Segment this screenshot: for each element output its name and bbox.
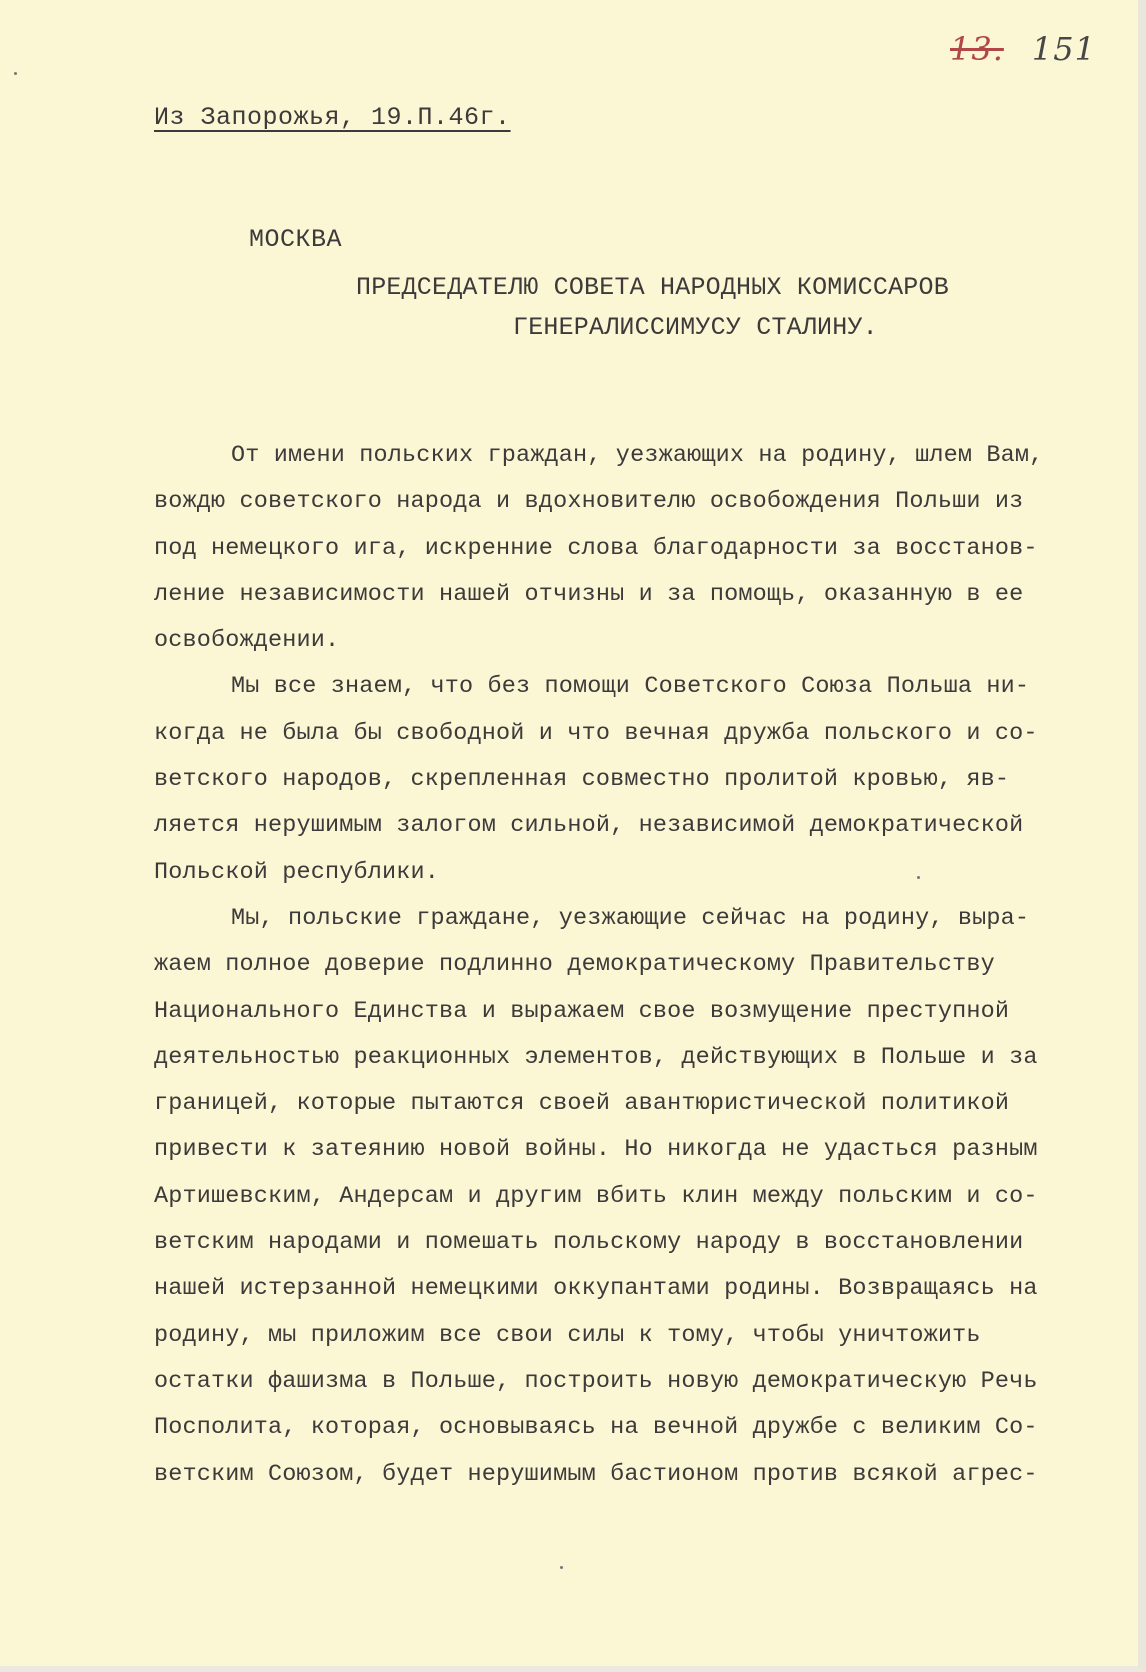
body-line: ветского народов, скрепленная совместно пролитой кровью, яв- (154, 766, 1010, 794)
body-line: когда не была бы свободной и что вечная дружба польского и со- (154, 719, 1038, 747)
addressee-title: ПРЕДСЕДАТЕЛЮ СОВЕТА НАРОДНЫХ КОМИССАРОВ (356, 273, 949, 302)
paper-speck (14, 72, 17, 75)
body-line: жаем полное доверие подлинно демократическому Правительству (154, 951, 995, 979)
archive-page-number (950, 30, 1096, 68)
city-heading: МОСКВА (249, 225, 343, 254)
body-line: остатки фашизма в Польше, построить новую демократическую Речь (154, 1367, 1038, 1395)
body-line: освобождении. (154, 627, 340, 655)
body-line: Мы все знаем, что без помощи Советского Союза Польша ни- (231, 673, 1030, 701)
body-line: ветским народами и помешать польскому народу в восстановлении (154, 1229, 1024, 1257)
body-line: вождю советского народа и вдохновителю освобождения Польши из (154, 488, 1024, 516)
dateline: Из Запорожья, 19.П.46г. (154, 103, 511, 132)
paper-speck (560, 1566, 563, 1569)
addressee-name: ГЕНЕРАЛИССИМУСУ СТАЛИНУ. (513, 313, 878, 342)
body-line: ветским Союзом, будет нерушимым бастионом против всякой агрес- (154, 1460, 1038, 1488)
body-line: ляется нерушимым залогом сильной, независимой демократической (154, 812, 1024, 840)
body-line: Мы, польские граждане, уезжающие сейчас на родину, выра- (231, 904, 1030, 932)
body-line: Национального Единства и выражаем свое возмущение преступной (154, 997, 1010, 1025)
letter-body (154, 433, 1114, 1498)
body-line: родину, мы приложим все свои силы к тому, чтобы уничтожить (154, 1321, 981, 1349)
paper-speck (917, 876, 920, 879)
body-line: Посполита, которая, основываясь на вечной дружбе с великим Со- (154, 1414, 1038, 1442)
body-line: От имени польских граждан, уезжающих на родину, шлем Вам, (231, 442, 1044, 469)
body-line: деятельностью реакционных элементов, действующих в Польше и за (154, 1043, 1038, 1071)
body-line: границей, которые пытаются своей авантюристической политикой (154, 1090, 1010, 1118)
body-line: под немецкого ига, искренние слова благодарности за восстанов- (154, 534, 1038, 562)
body-line: Артишевским, Андерсам и другим вбить клин между польским и со- (154, 1182, 1038, 1210)
body-line: привести к затеянию новой войны. Но никогда не удасться разным (154, 1136, 1038, 1164)
body-line: ление независимости нашей отчизны и за помощь, оказанную в ее (154, 580, 1024, 608)
body-line: нашей истерзанной немецкими оккупантами родины. Возвращаясь на (154, 1275, 1038, 1303)
current-page-number: 151 (1031, 30, 1096, 68)
body-line: Польской республики. (154, 858, 440, 886)
struck-page-number: 13. (950, 30, 1004, 68)
